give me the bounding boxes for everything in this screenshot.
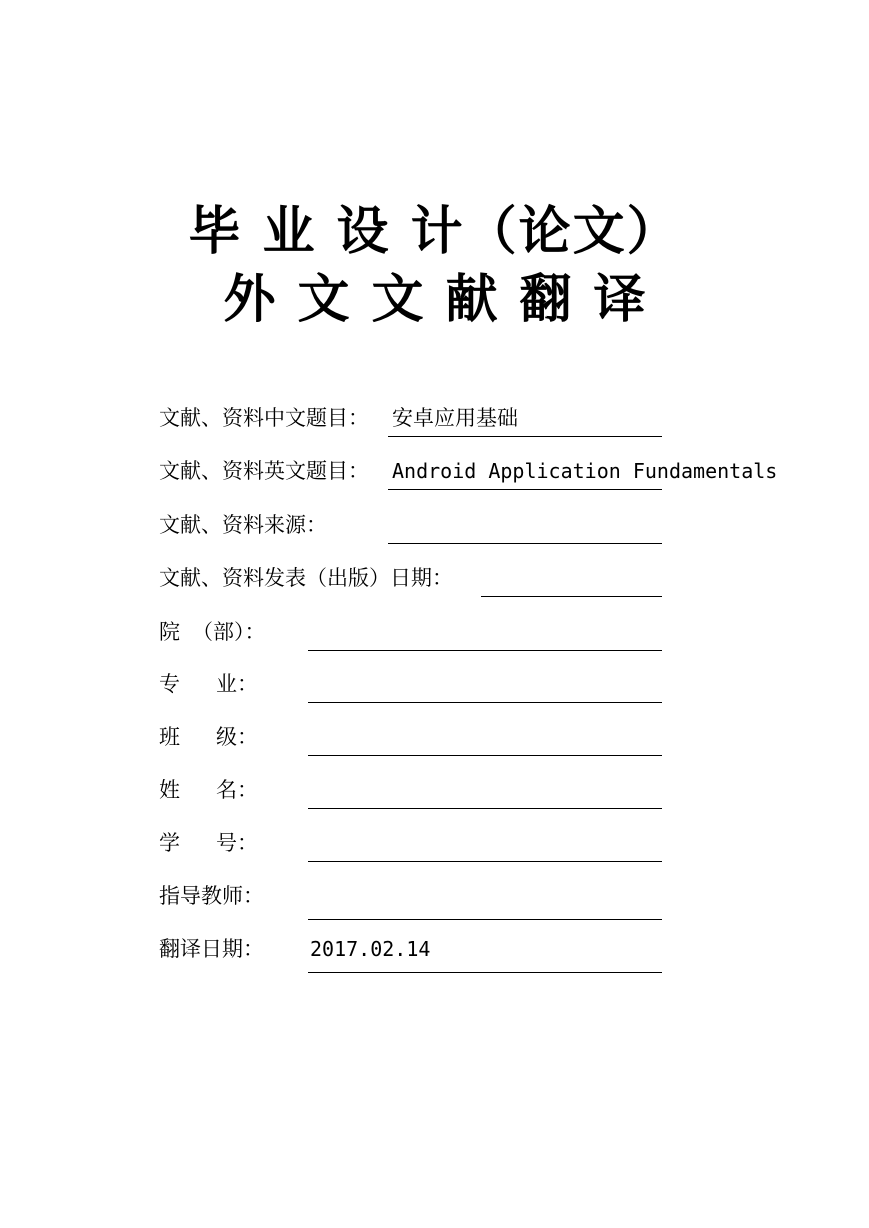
field-source [0, 510, 869, 550]
department-underline [308, 650, 662, 651]
field-cn-title [0, 403, 869, 443]
field-student-id [0, 828, 869, 868]
field-major [0, 669, 869, 709]
translate-date-underline [308, 972, 662, 973]
heading-line-1: 毕 业 设 计（论文） [188, 202, 681, 262]
en-title-underline [388, 489, 662, 490]
cn-title-label: 文献、资料中文题目： [159, 406, 369, 430]
department-label: 院 （部）： [159, 620, 266, 644]
name-label: 姓 名： [159, 778, 258, 802]
major-label: 专 业： [159, 672, 258, 696]
source-underline [388, 543, 662, 544]
heading-line-2: 外文文献翻译 [223, 270, 668, 330]
source-label: 文献、资料来源： [159, 513, 327, 537]
pub-date-underline [481, 596, 662, 597]
major-underline [308, 702, 662, 703]
en-title-label: 文献、资料英文题目： [159, 459, 369, 483]
student-id-label: 学 号： [159, 831, 258, 855]
field-en-title [0, 456, 869, 496]
translate-date-value: 2017.02.14 [310, 937, 431, 961]
advisor-label: 指导教师： [159, 884, 264, 908]
field-pub-date [0, 563, 869, 603]
name-underline [308, 808, 662, 809]
student-id-underline [308, 861, 662, 862]
advisor-underline [308, 919, 662, 920]
field-advisor [0, 881, 869, 921]
field-translate-date [0, 934, 869, 974]
class-underline [308, 755, 662, 756]
pub-date-label: 文献、资料发表（出版）日期： [159, 566, 453, 590]
cn-title-value: 安卓应用基础 [392, 406, 518, 430]
cn-title-underline [388, 436, 662, 437]
en-title-value: Android Application Fundamentals [392, 459, 778, 483]
class-label: 班 级： [159, 725, 258, 749]
field-department [0, 617, 869, 657]
field-name [0, 775, 869, 815]
field-class [0, 722, 869, 762]
translate-date-label: 翻译日期： [159, 937, 264, 961]
